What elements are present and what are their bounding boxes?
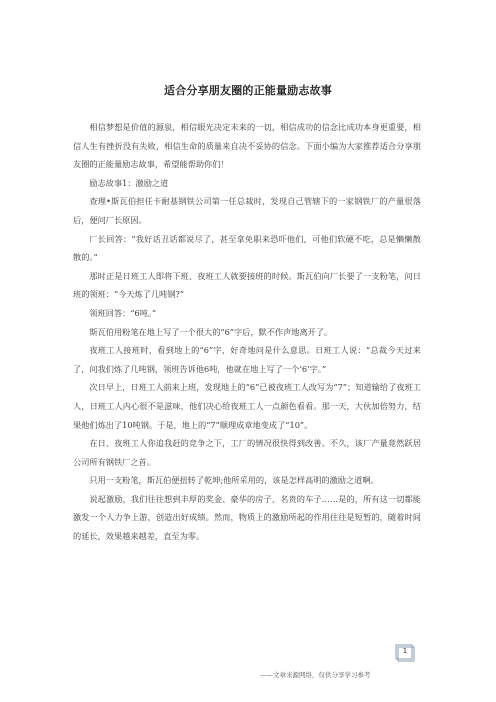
footer-note: ——文章来源网络，仅供分享学习参考 bbox=[260, 671, 371, 679]
paragraph: 领班回答：“6吨。” bbox=[89, 307, 157, 318]
document-title: 适合分享朋友圈的正能量励志故事 bbox=[164, 84, 332, 97]
paragraph: 查理•斯瓦伯担任卡耐基钢铁公司第一任总裁时，发现自己管辖下的一家钢铁厂的产量很落后，便问厂长原因。 bbox=[73, 196, 421, 225]
paragraph: 厂长回答：“我好话丑话都说尽了，甚至拿免职来恐吓他们，可他们软硬不吃，总是懒懒散散的。” bbox=[73, 233, 421, 263]
paragraph: 次日早上，日班工人前来上班，发现地上的“6”已被夜班工人改写为“7”；知道输给了夜班工人，日班工人内心很不是滋味，他们决心给夜班工人一点颜色看看。那一天，大伙加倍努力，结果他们炼出了10吨钢。于是，地上的“7”顺理成章地变成了“10”。 bbox=[73, 382, 421, 430]
paragraph: 斯瓦伯用粉笔在地上写了一个很大的“6”字后，默不作声地离开了。 bbox=[89, 326, 333, 337]
page-number: 1 bbox=[402, 647, 408, 655]
paragraph: 只用一支粉笔，斯瓦伯便扭转了乾坤;他所采用的，该是怎样高明的激励之道啊。 bbox=[89, 475, 379, 486]
paragraph: 说起激励，我们往往想到丰厚的奖金、豪华的房子、名贵的车子……是的，所有这一切都能激发一个人力争上游，创造出好成绩。然而，物质上的激励所起的作用往往是短暂的，随着时间的延长，效果越来越差，直至为零。 bbox=[73, 493, 421, 542]
document-body bbox=[73, 118, 421, 546]
footer bbox=[0, 670, 496, 690]
section-heading: 励志故事1：激励之道 bbox=[89, 177, 169, 188]
page-number-badge bbox=[395, 644, 415, 662]
paragraph: 那时正是日班工人即将下班、夜班工人就要接班的时候。斯瓦伯向厂长要了一支粉笔，问日班的领班：“今天炼了几吨钢?” bbox=[73, 270, 421, 300]
paragraph: 在日、夜班工人你追我赶的竞争之下，工厂的情况很快得到改善。不久，该厂产量竟然跃居公司所有钢铁厂之首。 bbox=[73, 438, 421, 467]
paragraph: 相信梦想是价值的源泉，相信眼光决定未来的一切，相信成功的信念比成功本身更重要，相信人生有挫折没有失败，相信生命的质量来自决不妥协的信念。下面小编为大家推荐适合分享朋友圈的正能量励志故事，希望能帮助你们！ bbox=[73, 122, 421, 170]
paragraph: 夜班工人接班时，看到地上的“6”字，好奇地问是什么意思。日班工人说：“总裁今天过来了，问我们炼了几吨钢，领班告诉他6吨，他就在地上写了一个‘6’字。” bbox=[73, 345, 421, 374]
